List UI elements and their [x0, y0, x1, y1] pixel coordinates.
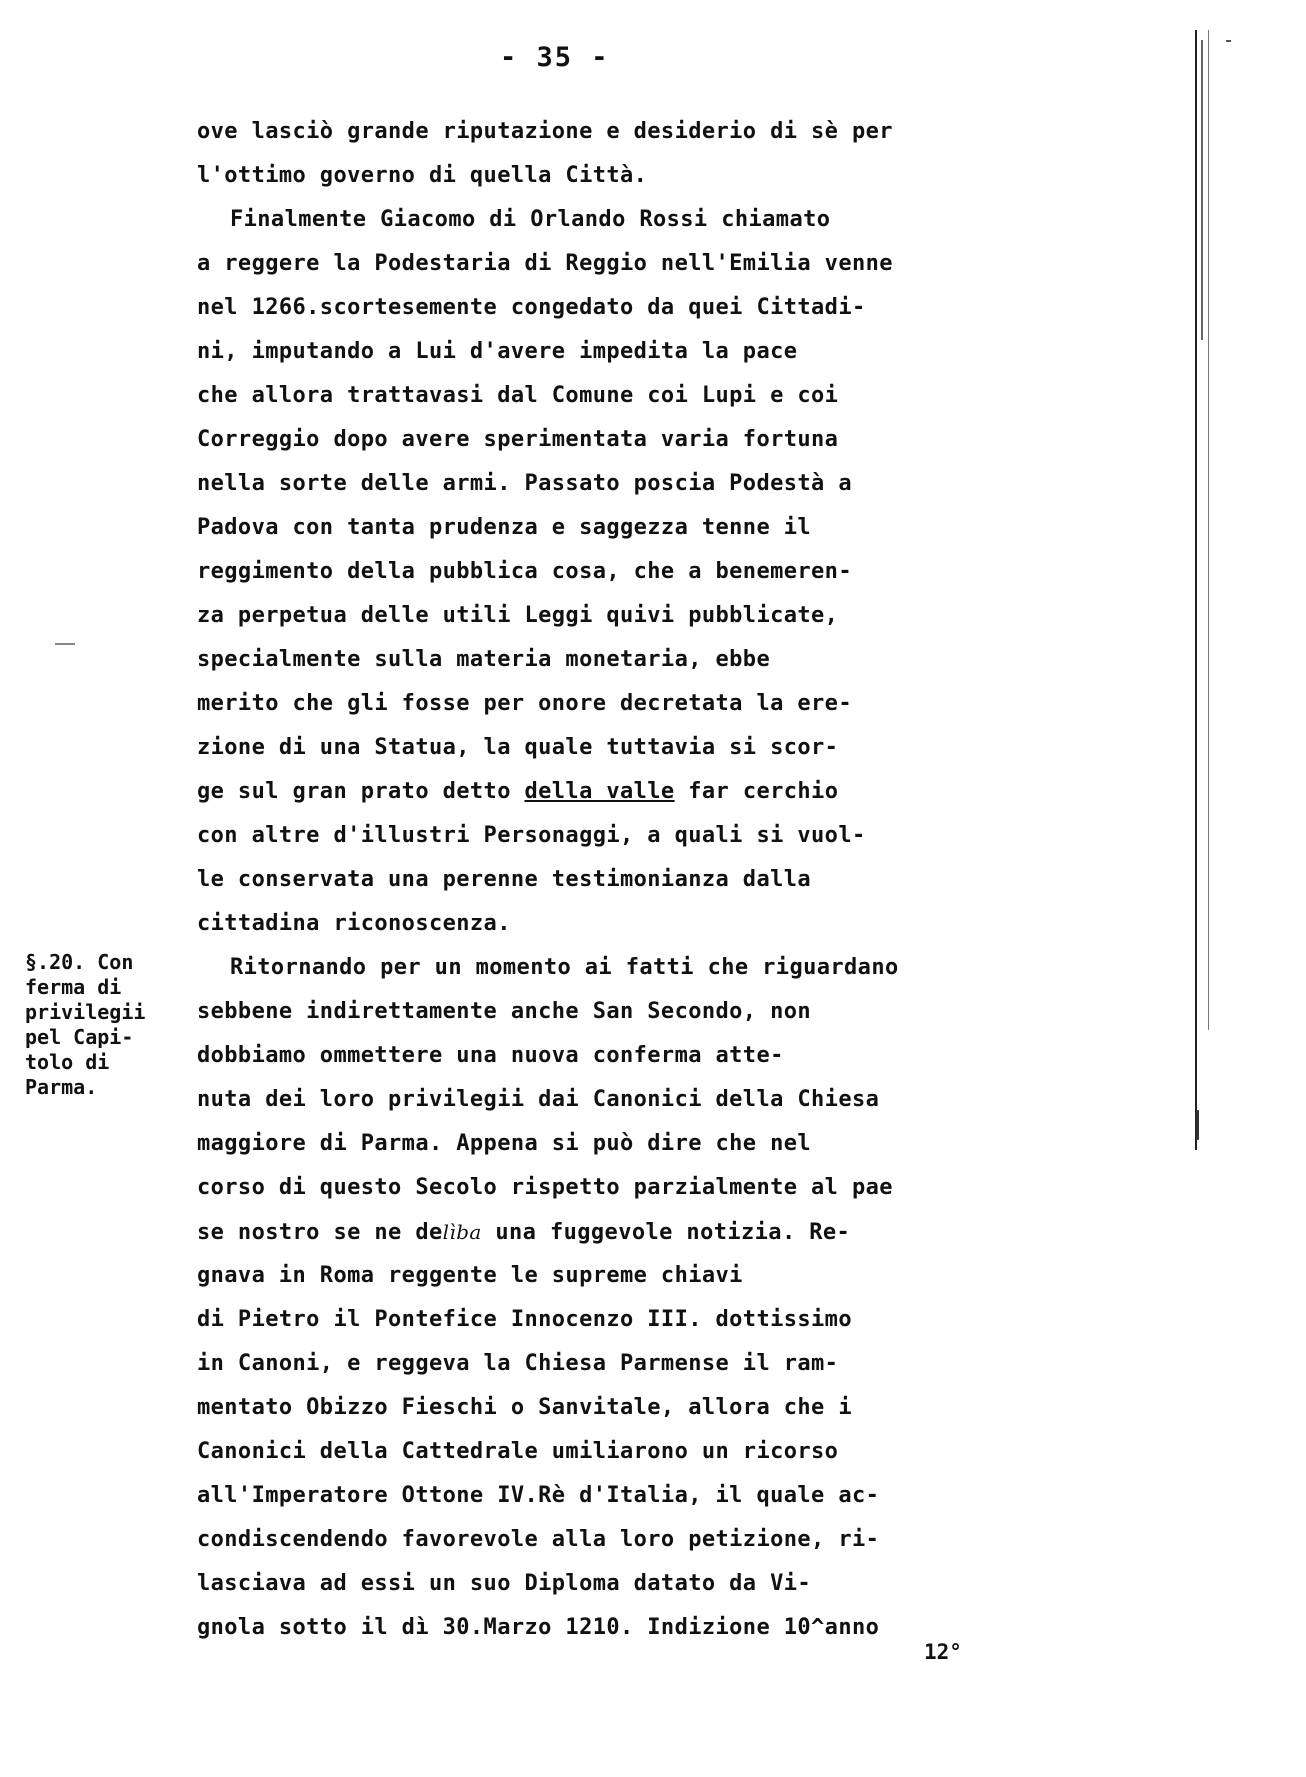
- text-segment: una fuggevole notizia. Re-: [481, 1220, 851, 1245]
- text-line: che allora trattavasi dal Comune coi Lupi e coi: [197, 383, 839, 408]
- text-line: merito che gli fosse per onore decretata la ere-: [197, 691, 852, 716]
- text-line: Finalmente Giacomo di Orlando Rossi chiamato: [230, 207, 831, 232]
- margin-note-line: ferma di: [25, 975, 122, 999]
- text-line: [197, 1210, 997, 1254]
- handwritten-correction: lìba: [442, 1220, 482, 1244]
- scan-edge-line: [1201, 40, 1203, 340]
- text-line: sebbene indirettamente anche San Secondo, non: [197, 999, 812, 1024]
- text-line: all'Imperatore Ottone IV.Rè d'Italia, il quale ac-: [197, 1483, 880, 1508]
- text-line: con altre d'illustri Personaggi, a quali si vuol-: [197, 823, 866, 848]
- scan-edge-line: [1208, 30, 1209, 1030]
- text-line: nella sorte delle armi. Passato poscia Podestà a: [197, 471, 852, 496]
- text-line: zione di una Statua, la quale tuttavia si scor-: [197, 735, 839, 760]
- text-line: Correggio dopo avere sperimentata varia fortuna: [197, 427, 839, 452]
- text-segment: far cerchio: [674, 779, 839, 804]
- text-line: mentato Obizzo Fieschi o Sanvitale, allora che i: [197, 1395, 852, 1420]
- scan-mark: [1226, 40, 1231, 42]
- text-line: Canonici della Cattedrale umiliarono un ricorso: [197, 1439, 839, 1464]
- body-text: [197, 110, 997, 1650]
- margin-note-line: Parma.: [25, 1075, 98, 1099]
- text-line: ove lasciò grande riputazione e desiderio di sè per: [197, 119, 893, 144]
- text-line: nuta dei loro privilegii dai Canonici della Chiesa: [197, 1087, 880, 1112]
- text-line: nel 1266.scortesemente congedato da quei Cittadi-: [197, 295, 866, 320]
- text-line: corso di questo Secolo rispetto parzialmente al pae: [197, 1175, 893, 1200]
- margin-note: [25, 950, 195, 1100]
- text-line: cittadina riconoscenza.: [197, 911, 511, 936]
- text-line: ni, imputando a Lui d'avere impedita la pace: [197, 339, 798, 364]
- text-line: specialmente sulla materia monetaria, ebbe: [197, 647, 771, 672]
- text-line: maggiore di Parma. Appena si può dire che nel: [197, 1131, 812, 1156]
- scan-mark: [55, 643, 75, 645]
- text-line: le conservata una perenne testimonianza dalla: [197, 867, 812, 892]
- page-number: - 35 -: [500, 42, 610, 73]
- text-segment: ge sul gran prato detto: [197, 779, 525, 804]
- text-line: za perpetua delle utili Leggi quivi pubblicate,: [197, 603, 839, 628]
- text-line: condiscendendo favorevole alla loro petizione, ri-: [197, 1527, 880, 1552]
- text-line: a reggere la Podestaria di Reggio nell'Emilia venne: [197, 251, 893, 276]
- text-line: gnola sotto il dì 30.Marzo 1210. Indizione 10^anno: [197, 1615, 880, 1640]
- margin-note-line: §.20. Con: [25, 950, 134, 974]
- scan-edge-line: [1195, 30, 1197, 1150]
- text-line: Padova con tanta prudenza e saggezza tenne il: [197, 515, 812, 540]
- text-line: l'ottimo governo di quella Città.: [197, 163, 648, 188]
- text-line: lasciava ad essi un suo Diploma datato da Vi-: [197, 1571, 812, 1596]
- text-line: reggimento della pubblica cosa, che a benemeren-: [197, 559, 852, 584]
- text-line: in Canoni, e reggeva la Chiesa Parmense il ram-: [197, 1351, 839, 1376]
- text-line: dobbiamo ommettere una nuova conferma atte-: [197, 1043, 784, 1068]
- text-line: di Pietro il Pontefice Innocenzo III. dottissimo: [197, 1307, 852, 1332]
- text-line: [197, 770, 997, 814]
- catchword: 12°: [924, 1640, 962, 1664]
- text-segment: se nostro se ne de: [197, 1220, 443, 1245]
- underlined-text: della valle: [524, 779, 675, 804]
- text-line: gnava in Roma reggente le supreme chiavi: [197, 1263, 743, 1288]
- scan-speck: [1196, 1110, 1199, 1140]
- margin-note-line: privilegii: [25, 1000, 146, 1024]
- text-line: Ritornando per un momento ai fatti che riguardano: [230, 955, 899, 980]
- margin-note-line: pel Capi-: [25, 1025, 134, 1049]
- margin-note-line: tolo di: [25, 1050, 110, 1074]
